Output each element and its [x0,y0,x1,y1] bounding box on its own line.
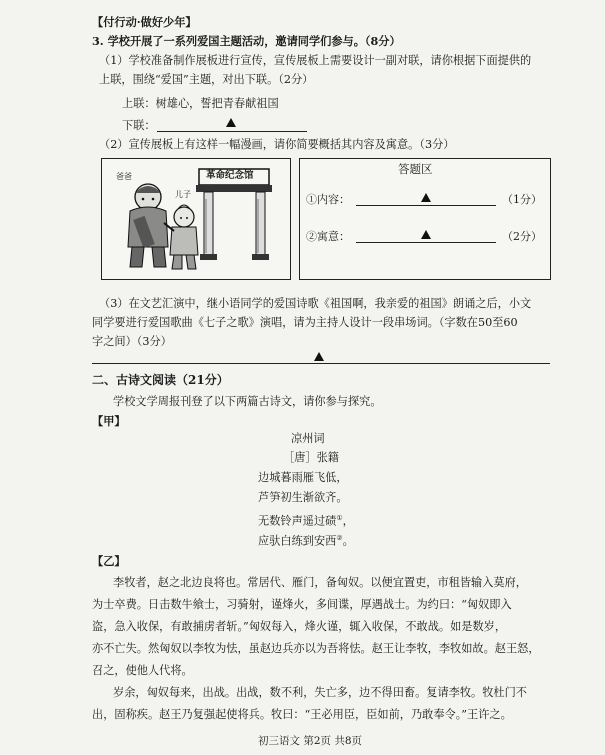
q3-part2: （2）宣传展板上有这样一幅漫画，请你简要概括其内容及寓意。（3分） [99,138,455,151]
content-points: （1分） [502,193,542,206]
dad-label: 爸爸 [116,172,132,181]
poem-line-1: 边城暮雨雁飞低， [258,471,348,484]
meaning-answer-line[interactable] [356,242,496,243]
yi-line-2: 为士卒费。日击数牛飨士，习骑射，谨烽火，多间谍，厚遇战士。为约曰：“匈奴即入 [92,598,512,611]
q3-part1-line2: 上联，围绕“爱国”主题，对出下联。（2分） [99,73,314,86]
question-3-title: 3. 学校开展了一系列爱国主题活动，邀请同学们参与。（8分） [92,34,401,48]
q3-part1-line1: （1）学校准备制作展板进行宣传，宣传展板上需要设计一副对联，请你根据下面提供的 [99,54,532,67]
q3-part3-line1: （3）在文艺汇演中，继小语同学的爱国诗歌《祖国啊，我亲爱的祖国》朗诵之后，小文 [99,297,532,310]
lower-couplet-label: 下联： [122,119,156,132]
header-tag: 【付行动·做好少年】 [92,15,197,29]
poem-author: ［唐］张籍 [283,451,339,464]
section-2-title: 二、古诗文阅读（21分） [92,373,229,387]
host-speech-marker-icon [314,352,324,361]
lower-couplet-answer-line[interactable] [157,131,307,132]
answer-marker-icon [226,118,236,127]
yi-line-4: 亦不亡失。然匈奴以李牧为怯，虽赵边兵亦以为吾将怯。赵王让李牧，李牧如故。赵王怒， [92,642,540,655]
host-speech-answer-line[interactable] [92,363,550,364]
meaning-label: ②寓意： [306,230,350,243]
answer-area-title: 答题区 [398,162,433,176]
poem-line-4: 应驮白练到安西②。 [258,534,354,548]
son-label: 儿子 [175,190,191,199]
section-2-intro: 学校文学周报刊登了以下两篇古诗文，请你参与探究。 [113,395,382,408]
page-footer: 初三语文 第2页 共8页 [258,735,363,747]
memorial-hall-sign: 革命纪念馆 [206,170,254,181]
answer-area-box [299,158,551,280]
meaning-marker-icon [421,230,431,239]
yi-line-6: 岁余，匈奴每来，出战。出战，数不利，失亡多，边不得田畜。复请李牧。牧杜门不 [113,686,527,699]
text-jia-label: 【甲】 [92,414,126,428]
content-label: ①内容： [306,193,350,206]
yi-line-3: 盗，急入收保，有敢捕虏者斩。”匈奴每入，烽火谨，辄入收保，不敢战。如是数岁， [92,620,507,633]
poem-line-2: 芦笋初生渐欲齐。 [258,491,348,504]
content-answer-line[interactable] [356,205,496,206]
poem-line-3: 无数铃声遥过碛①， [258,514,354,528]
content-marker-icon [421,193,431,202]
q3-part3-line2: 同学要进行爱国歌曲《七子之歌》演唱，请为主持人设计一段串场词。（字数在50至60 [92,316,518,329]
upper-couplet: 上联：树雄心，誓把青春献祖国 [122,97,279,110]
yi-line-1: 李牧者，赵之北边良将也。常居代、雁门，备匈奴。以便宜置吏，市租皆输入莫府， [113,576,527,589]
cartoon-box [101,158,291,280]
yi-line-5: 召之，使他人代将。 [92,664,193,677]
meaning-points: （2分） [502,230,542,243]
q3-part3-line3: 字之间）（3分） [92,335,172,348]
text-yi-label: 【乙】 [92,554,126,568]
yi-line-7: 出，固称疾。赵王乃复强起使将兵。牧曰：“王必用臣，臣如前，乃敢奉令。”王许之。 [92,708,512,721]
poem-title: 凉州词 [291,432,325,445]
